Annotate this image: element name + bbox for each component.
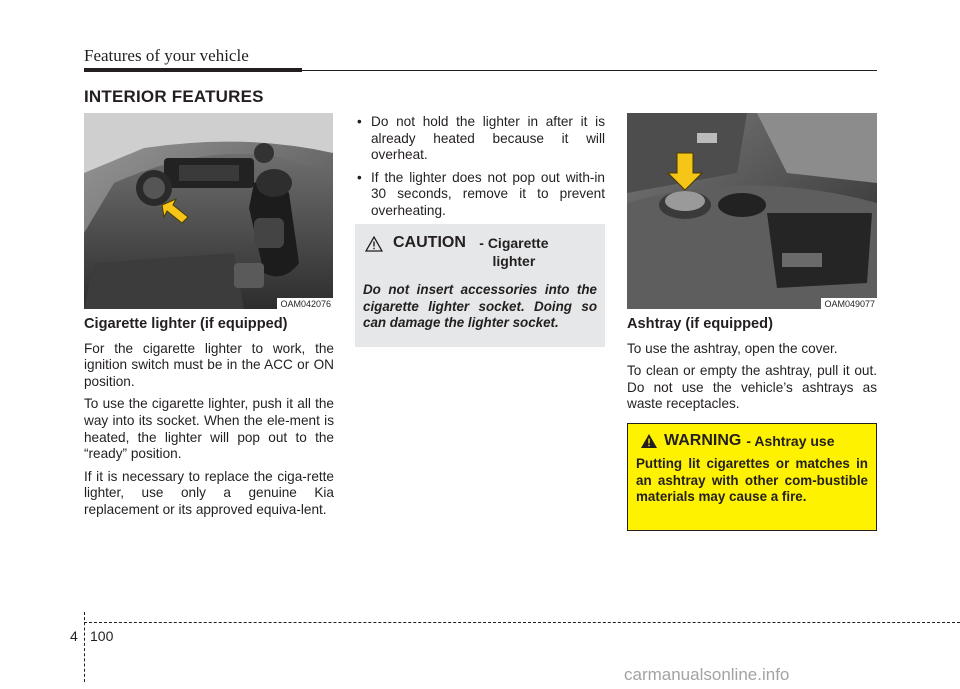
caution-triangle-icon [365,236,383,252]
left-column [84,309,334,525]
ashtray-illustration [627,113,877,309]
header-rule-thin [302,70,877,71]
warning-header [640,432,868,450]
warning-subject: - Ashtray use [746,433,835,449]
bullet-list [355,114,605,220]
paragraph: To use the ashtray, open the cover. [627,340,838,356]
ashtray-heading: Ashtray (if equipped) [627,316,773,332]
paragraph: If it is necessary to replace the ciga-rette lighter, use only a genuine Kia replacement or its approved equiva-lent. [84,468,334,517]
paragraph: To clean or empty the ashtray, pull it out. Do not use the vehicle’s ashtrays as waste receptacles. [627,363,877,412]
right-column [627,309,877,419]
caution-header [363,234,597,270]
watermark: carmanualsonline.info [624,665,790,684]
cigarette-lighter-heading: Cigarette lighter (if equipped) [84,316,288,332]
caution-label: CAUTION [393,234,466,251]
bullet-icon: • [357,169,362,185]
warning-text: Putting lit cigarettes or matches in an ashtray with other com-bustible materials may cause a fire. [636,456,868,505]
page-number: 100 [90,628,114,644]
caution-box [355,224,605,347]
chapter-number: 4 [70,628,78,644]
footer-rule [84,622,960,623]
warning-label: WARNING [664,432,742,449]
figure-code: OAM049077 [821,298,877,309]
bullet-icon: • [357,114,362,129]
caution-text: Do not insert accessories into the cigarette lighter socket. Doing so can damage the lighter socket. [363,282,597,331]
section-title: INTERIOR FEATURES [84,87,264,106]
list-item: • Do not hold the lighter in after it is already heated because it will overheat. [357,114,605,163]
caution-subject: - Cigarette lighter [479,235,549,269]
cigarette-lighter-illustration [84,113,333,309]
footer-divider [84,612,85,682]
figure-code: OAM042076 [277,298,333,309]
paragraph: To use the cigarette lighter, push it all the way into its socket. When the ele-ment is heated, the lighter will pop out to the “ready” position. [84,396,334,462]
cigarette-lighter-photo [84,113,333,309]
list-item: • If the lighter does not pop out with-in 30 seconds, remove it to prevent overheating. [357,169,605,218]
running-header-title: Features of your vehicle [84,46,249,65]
header-rule-thick [84,68,302,72]
middle-column [355,114,605,226]
warning-box [627,423,877,531]
paragraph: For the cigarette lighter to work, the ignition switch must be in the ACC or ON position. [84,340,334,389]
warning-triangle-icon [640,433,658,449]
ashtray-photo [627,113,877,309]
